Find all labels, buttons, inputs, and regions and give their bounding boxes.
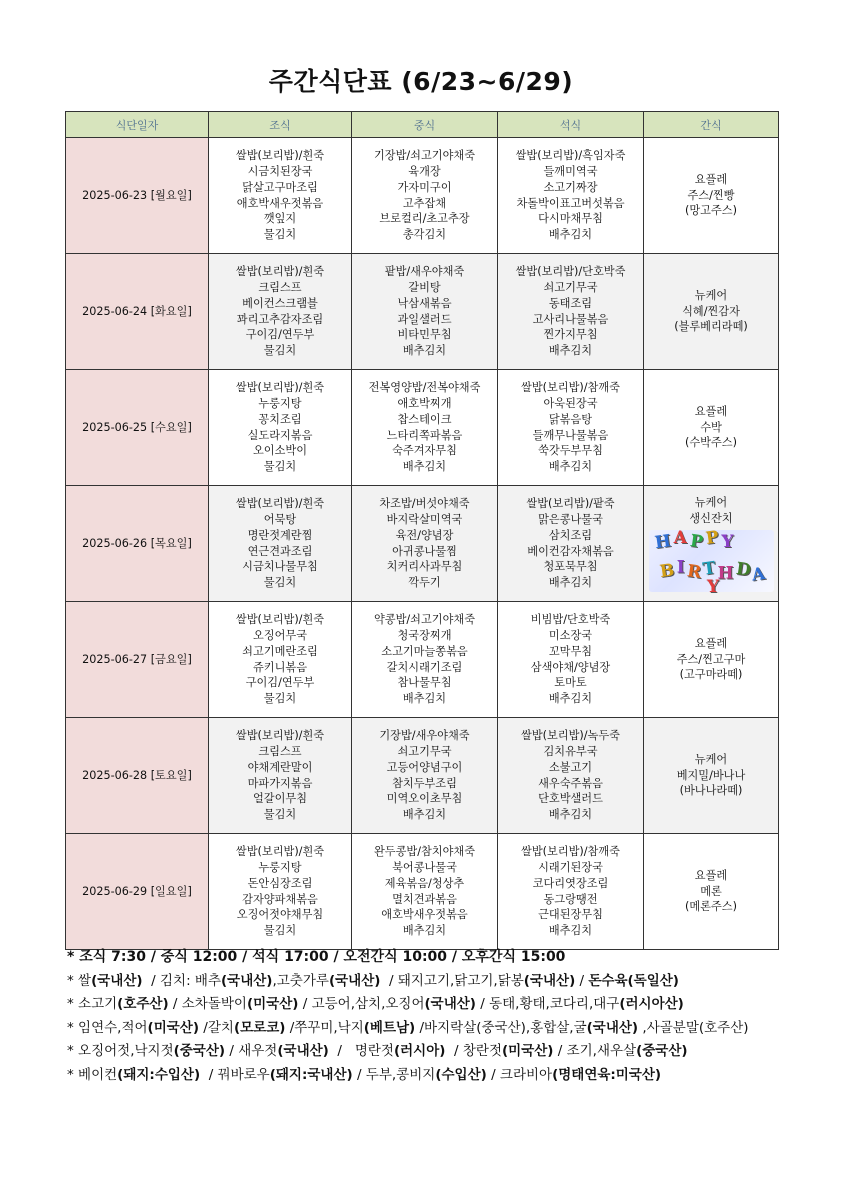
- menu-item: 쥬키니볶음: [252, 660, 308, 674]
- origin-line: [67, 1017, 787, 1041]
- origin-item: / 새우젓: [225, 1043, 278, 1059]
- origin-line: [67, 993, 787, 1017]
- origin-country: (돼지:수입산): [117, 1066, 201, 1083]
- menu-item: 감자양파채볶음: [242, 892, 318, 906]
- lunch-cell: [352, 254, 498, 370]
- dinner-cell: [498, 138, 644, 254]
- menu-item: 구이김/연두부: [245, 328, 315, 342]
- header-lunch: 중식: [352, 112, 498, 138]
- menu-item: 깻잎지: [263, 212, 297, 226]
- menu-item: 아욱된장국: [543, 396, 598, 410]
- menu-item: 베이컨감자채볶음: [527, 544, 614, 558]
- menu-item: 고추잡채: [402, 196, 447, 210]
- origin-item: /갈치: [199, 1019, 234, 1036]
- menu-item: 배추김치: [402, 808, 447, 822]
- menu-item: 쌀밥(보리밥)/흰죽: [235, 845, 325, 859]
- dinner-cell: [498, 718, 644, 834]
- banner-text: HAPPY: [653, 527, 737, 554]
- menu-item: 누룽지탕: [258, 860, 302, 874]
- menu-item: 청포묵무침: [543, 560, 598, 574]
- menu-item: 멸치견과볶음: [392, 892, 457, 906]
- origin-country: (중국산): [173, 1043, 226, 1059]
- menu-item: 새우숙주볶음: [538, 776, 603, 790]
- menu-item: 닭볶음탕: [548, 412, 593, 426]
- menu-item: 수박: [700, 420, 722, 434]
- menu-item: 배추김치: [548, 692, 593, 706]
- menu-item: 배추김치: [548, 924, 593, 938]
- breakfast-cell: [209, 138, 352, 254]
- menu-item: 배추김치: [548, 808, 593, 822]
- menu-item: 꽈리고추감자조림: [236, 312, 324, 326]
- breakfast-cell: [209, 718, 352, 834]
- menu-item: 차조밥/버섯야채죽: [379, 497, 470, 511]
- notes-section: [67, 946, 787, 1087]
- menu-item: 고사리나물볶음: [532, 312, 609, 326]
- menu-item: 총각김치: [402, 228, 447, 242]
- lunch-cell: [352, 486, 498, 602]
- origin-country: (국내산): [586, 1019, 639, 1036]
- menu-item: 뉴케어: [694, 288, 728, 302]
- menu-row: [66, 370, 779, 486]
- meal-times: * 조식 7:30 / 중식 12:00 / 석식 17:00 / 오전간식 10:00 / 오후간식 15:00: [67, 949, 566, 965]
- menu-item: 가자미구이: [397, 180, 452, 194]
- origin-country: (국내산): [328, 972, 381, 989]
- menu-item: 쌀밥(보리밥)/녹두죽: [521, 729, 620, 743]
- origin-item: /바지락살(중국산),홍합살,굴: [415, 1019, 587, 1036]
- origin-country: (모로코): [233, 1019, 286, 1036]
- menu-item: 뉴케어: [694, 495, 728, 509]
- menu-item: 육개장: [408, 164, 441, 178]
- origin-country: (수입산): [435, 1066, 487, 1083]
- menu-item: 돈안심장조림: [247, 876, 313, 890]
- origin-item: * 쌀: [67, 972, 92, 989]
- menu-item: (고구마라떼): [679, 668, 743, 682]
- menu-item: 소불고기: [548, 760, 593, 774]
- origin-country: (러시아): [393, 1043, 446, 1059]
- menu-item: 어묵탕: [263, 512, 297, 526]
- snack-cell: [644, 718, 779, 834]
- date-cell: 2025-06-27 [금요일]: [66, 602, 209, 718]
- menu-item: 다시마채무침: [538, 212, 603, 226]
- menu-item: 비타민무침: [397, 328, 452, 342]
- menu-item: (바나나라떼): [679, 784, 743, 798]
- origin-country: (러시아산): [619, 996, 684, 1012]
- menu-item: 참치두부조림: [392, 776, 457, 790]
- menu-item: 생신잔치: [689, 511, 733, 525]
- menu-item: 기장밥/쇠고기야채죽: [373, 149, 476, 163]
- lunch-cell: [352, 718, 498, 834]
- menu-item: 얼갈이무침: [252, 792, 308, 806]
- menu-item: 오이소박이: [252, 444, 308, 458]
- origin-country: (국내산): [221, 972, 273, 989]
- menu-item: 베이컨스크램블: [242, 296, 318, 310]
- menu-item: 동태조림: [548, 296, 593, 310]
- origin-item: /쭈꾸미,낙지: [285, 1019, 364, 1036]
- menu-item: 쇠고기무국: [543, 280, 598, 294]
- origin-item: * 오징어젓,낙지젓: [67, 1043, 174, 1059]
- menu-item: 들깨미역국: [543, 164, 598, 178]
- menu-item: 누룽지탕: [258, 396, 302, 410]
- menu-item: 배추김치: [548, 576, 593, 590]
- snack-cell: [644, 602, 779, 718]
- origin-country: (미국산): [246, 996, 299, 1012]
- menu-row: [66, 834, 779, 950]
- menu-item: 쌀밥(보리밥)/흰죽: [235, 729, 325, 743]
- menu-item: 쌀밥(보리밥)/참깨죽: [521, 845, 620, 859]
- menu-item: 쌀밥(보리밥)/흰죽: [235, 381, 325, 395]
- menu-item: 갈비탕: [408, 280, 441, 294]
- breakfast-cell: [209, 370, 352, 486]
- menu-item: 뉴케어: [694, 752, 728, 766]
- menu-item: 비빔밥/단호박죽: [530, 613, 611, 627]
- origin-item: ,고춧가루: [272, 972, 329, 989]
- header-snack: 간식: [644, 112, 779, 138]
- origin-item: / 동태,황태,코다리,대구: [475, 996, 620, 1012]
- menu-item: 실도라지볶음: [247, 428, 313, 442]
- snack-cell: [644, 254, 779, 370]
- menu-item: 꼬막무침: [548, 644, 593, 658]
- menu-item: 배추김치: [548, 460, 593, 474]
- menu-item: 치커리사과무침: [386, 560, 463, 574]
- origin-item: / 고등어,삼치,오징어: [298, 996, 425, 1012]
- menu-item: 물김치: [263, 344, 297, 358]
- menu-item: 아귀콩나물찜: [392, 544, 457, 558]
- menu-item: (블루베리라떼): [674, 320, 748, 334]
- origin-item: / 꿔바로우: [200, 1066, 270, 1083]
- menu-item: 쌀밥(보리밥)/흰죽: [235, 613, 325, 627]
- menu-item: 차돌박이표고버섯볶음: [516, 196, 625, 210]
- menu-item: 들깨무나물볶음: [532, 428, 609, 442]
- menu-item: 전복영양밥/전복야채죽: [368, 381, 481, 395]
- origin-item: / 돼지고기,닭고기,닭봉: [380, 972, 524, 989]
- breakfast-cell: [209, 254, 352, 370]
- menu-item: 꽁치조림: [258, 412, 302, 426]
- menu-item: 시금치된장국: [247, 164, 313, 178]
- menu-item: 배추김치: [548, 344, 593, 358]
- menu-item: 요플레: [694, 868, 728, 882]
- snack-cell: [644, 370, 779, 486]
- menu-item: 배추김치: [402, 692, 447, 706]
- menu-item: 시래기된장국: [538, 860, 603, 874]
- menu-item: 닭살고구마조림: [242, 180, 318, 194]
- snack-cell: [644, 486, 779, 602]
- menu-item: 제육볶음/청상추: [384, 876, 465, 890]
- origin-line: [67, 1040, 787, 1064]
- menu-item: 애호박찌개: [397, 396, 452, 410]
- menu-item: 미소장국: [548, 628, 593, 642]
- menu-item: (메론주스): [685, 900, 737, 914]
- origin-item: /: [575, 972, 589, 989]
- lunch-cell: [352, 370, 498, 486]
- menu-row: [66, 486, 779, 602]
- menu-item: 완두콩밥/참치야채죽: [373, 845, 476, 859]
- menu-item: 오징어젓야채무침: [236, 908, 324, 922]
- header-date: 식단일자: [66, 112, 209, 138]
- snack-cell: [644, 834, 779, 950]
- dinner-cell: [498, 254, 644, 370]
- menu-item: 낙삼새볶음: [397, 296, 452, 310]
- date-cell: 2025-06-25 [수요일]: [66, 370, 209, 486]
- menu-item: 배추김치: [402, 344, 447, 358]
- origin-country: (국내산): [277, 1043, 329, 1059]
- date-cell: 2025-06-24 [화요일]: [66, 254, 209, 370]
- dinner-cell: [498, 602, 644, 718]
- origin-item: / 크라비아: [486, 1066, 553, 1083]
- date-cell: 2025-06-28 [토요일]: [66, 718, 209, 834]
- menu-row: [66, 602, 779, 718]
- lunch-cell: [352, 138, 498, 254]
- menu-item: 쌀밥(보리밥)/단호박죽: [515, 265, 626, 279]
- menu-item: 삼치조림: [548, 528, 593, 542]
- menu-item: 고등어양념구이: [386, 760, 463, 774]
- menu-item: 물김치: [263, 460, 297, 474]
- menu-item: 소고기마늘쫑볶음: [381, 644, 468, 658]
- origin-line: [67, 1064, 787, 1088]
- menu-item: 물김치: [263, 576, 297, 590]
- header-dinner: 석식: [498, 112, 644, 138]
- menu-row: [66, 138, 779, 254]
- menu-item: 요플레: [694, 636, 728, 650]
- origin-item: * 소고기: [67, 996, 118, 1012]
- menu-item: 기장밥/새우야채죽: [379, 729, 470, 743]
- lunch-cell: [352, 602, 498, 718]
- menu-item: 요플레: [694, 172, 728, 186]
- menu-item: (수박주스): [685, 436, 737, 450]
- menu-item: 주스/찐고구마: [676, 652, 746, 666]
- origin-country: (미국산): [501, 1043, 554, 1059]
- birthday-banner: [649, 527, 774, 598]
- menu-item: 쌀밥(보리밥)/팥죽: [526, 497, 615, 511]
- menu-item: 연근견과조림: [247, 544, 313, 558]
- menu-item: 팥밥/새우야채죽: [384, 265, 465, 279]
- origin-country: (미국산): [147, 1019, 200, 1036]
- origin-country: 돈수육(독일산): [588, 972, 679, 989]
- menu-item: 오징어무국: [252, 628, 308, 642]
- menu-item: 코다리엿장조림: [532, 876, 609, 890]
- menu-item: 동그랑땡전: [543, 892, 598, 906]
- menu-item: 쇠고기메란조림: [242, 644, 318, 658]
- menu-item: 갈치시래기조림: [386, 660, 463, 674]
- menu-item: 참나물무침: [397, 676, 452, 690]
- header-row: [66, 112, 779, 138]
- origin-country: (호주산): [117, 996, 169, 1012]
- menu-item: 물김치: [263, 228, 297, 242]
- dinner-cell: [498, 834, 644, 950]
- lunch-cell: [352, 834, 498, 950]
- origin-item: ,사골분말(호주산): [638, 1019, 749, 1036]
- menu-item: 약콩밥/쇠고기야채죽: [373, 613, 476, 627]
- menu-item: 배추김치: [548, 228, 593, 242]
- menu-item: 브로컬리/초고추장: [379, 212, 470, 226]
- menu-item: 깍두기: [408, 576, 441, 590]
- menu-item: 맑은콩나물국: [538, 512, 603, 526]
- page-title: 주간식단표 (6/23~6/29): [268, 67, 574, 96]
- origin-item: * 베이컨: [67, 1066, 118, 1083]
- menu-item: 미역오이초무침: [386, 792, 463, 806]
- menu-item: 쇠고기무국: [397, 744, 452, 758]
- dinner-cell: [498, 486, 644, 602]
- menu-item: 청국장찌개: [397, 628, 452, 642]
- origin-country: (국내산): [91, 972, 143, 989]
- origin-item: / 소차돌박이: [168, 996, 247, 1012]
- origin-item: / 두부,콩비지: [352, 1066, 436, 1083]
- menu-item: 찐가지무침: [543, 328, 598, 342]
- menu-item: 숙주겨자무침: [392, 444, 457, 458]
- menu-item: 근대된장무침: [538, 908, 603, 922]
- menu-item: 배추김치: [402, 924, 447, 938]
- menu-item: 찹스테이크: [397, 412, 452, 426]
- origin-info: [67, 970, 787, 1088]
- origin-item: / 명란젓: [328, 1043, 394, 1059]
- menu-item: 소고기짜장: [543, 180, 598, 194]
- menu-item: 쑥갓두부무침: [538, 444, 603, 458]
- menu-item: 느타리쪽파볶음: [386, 428, 463, 442]
- menu-item: 육전/양념장: [395, 528, 454, 542]
- menu-item: 배추김치: [402, 460, 447, 474]
- menu-item: 메론: [700, 884, 722, 898]
- menu-item: 마파가지볶음: [247, 776, 313, 790]
- menu-item: 쌀밥(보리밥)/흰죽: [235, 497, 325, 511]
- menu-item: 물김치: [263, 924, 297, 938]
- menu-item: 주스/찐빵: [687, 188, 735, 202]
- menu-item: 쌀밥(보리밥)/흰죽: [235, 149, 325, 163]
- menu-item: 애호박새우젓볶음: [236, 196, 324, 210]
- menu-item: 애호박새우젓볶음: [381, 908, 468, 922]
- origin-country: (명태연육:미국산): [552, 1066, 662, 1083]
- breakfast-cell: [209, 602, 352, 718]
- menu-row: [66, 718, 779, 834]
- menu-item: 단호박샐러드: [538, 792, 603, 806]
- origin-item: / 김치: 배추: [142, 972, 221, 989]
- dinner-cell: [498, 370, 644, 486]
- origin-item: / 창란젓: [445, 1043, 502, 1059]
- date-cell: 2025-06-29 [일요일]: [66, 834, 209, 950]
- menu-item: 과일샐러드: [397, 312, 452, 326]
- origin-line: [67, 970, 787, 994]
- menu-item: 명란젓계란찜: [247, 528, 313, 542]
- menu-item: 바지락살미역국: [386, 512, 463, 526]
- menu-item: 구이김/연두부: [245, 676, 315, 690]
- menu-row: [66, 254, 779, 370]
- menu-item: 쌀밥(보리밥)/흑임자죽: [515, 149, 626, 163]
- weekly-menu-table: [65, 111, 779, 950]
- breakfast-cell: [209, 486, 352, 602]
- date-cell: 2025-06-23 [월요일]: [66, 138, 209, 254]
- origin-country: (돼지:국내산): [269, 1066, 353, 1083]
- menu-item: 물김치: [263, 808, 297, 822]
- origin-item: * 임연수,적어: [67, 1019, 148, 1036]
- header-breakfast: 조식: [209, 112, 352, 138]
- snack-cell: [644, 138, 779, 254]
- menu-item: 삼색야채/양념장: [530, 660, 611, 674]
- menu-item: 크림스프: [258, 280, 302, 294]
- menu-item: 요플레: [694, 404, 728, 418]
- origin-country: (국내산): [424, 996, 476, 1012]
- menu-item: 시금치나물무침: [242, 560, 318, 574]
- menu-item: 토마토: [554, 676, 587, 690]
- menu-item: 쌀밥(보리밥)/흰죽: [235, 265, 325, 279]
- menu-item: 쌀밥(보리밥)/참깨죽: [521, 381, 620, 395]
- banner-text: BIRTHDAY: [658, 557, 769, 598]
- menu-item: 북어콩나물국: [392, 860, 457, 874]
- menu-item: 물김치: [263, 692, 297, 706]
- menu-item: 김치유부국: [543, 744, 598, 758]
- origin-country: (중국산): [636, 1043, 688, 1059]
- breakfast-cell: [209, 834, 352, 950]
- menu-item: (망고주스): [685, 204, 737, 218]
- menu-item: 크림스프: [258, 744, 302, 758]
- date-cell: 2025-06-26 [목요일]: [66, 486, 209, 602]
- origin-country: (국내산): [523, 972, 576, 989]
- menu-item: 식혜/찐감자: [682, 304, 740, 318]
- menu-item: 베지밀/바나나: [676, 768, 746, 782]
- origin-country: (베트남): [363, 1019, 416, 1036]
- menu-item: 야채계란말이: [247, 760, 313, 774]
- origin-item: / 조기,새우살: [553, 1043, 637, 1059]
